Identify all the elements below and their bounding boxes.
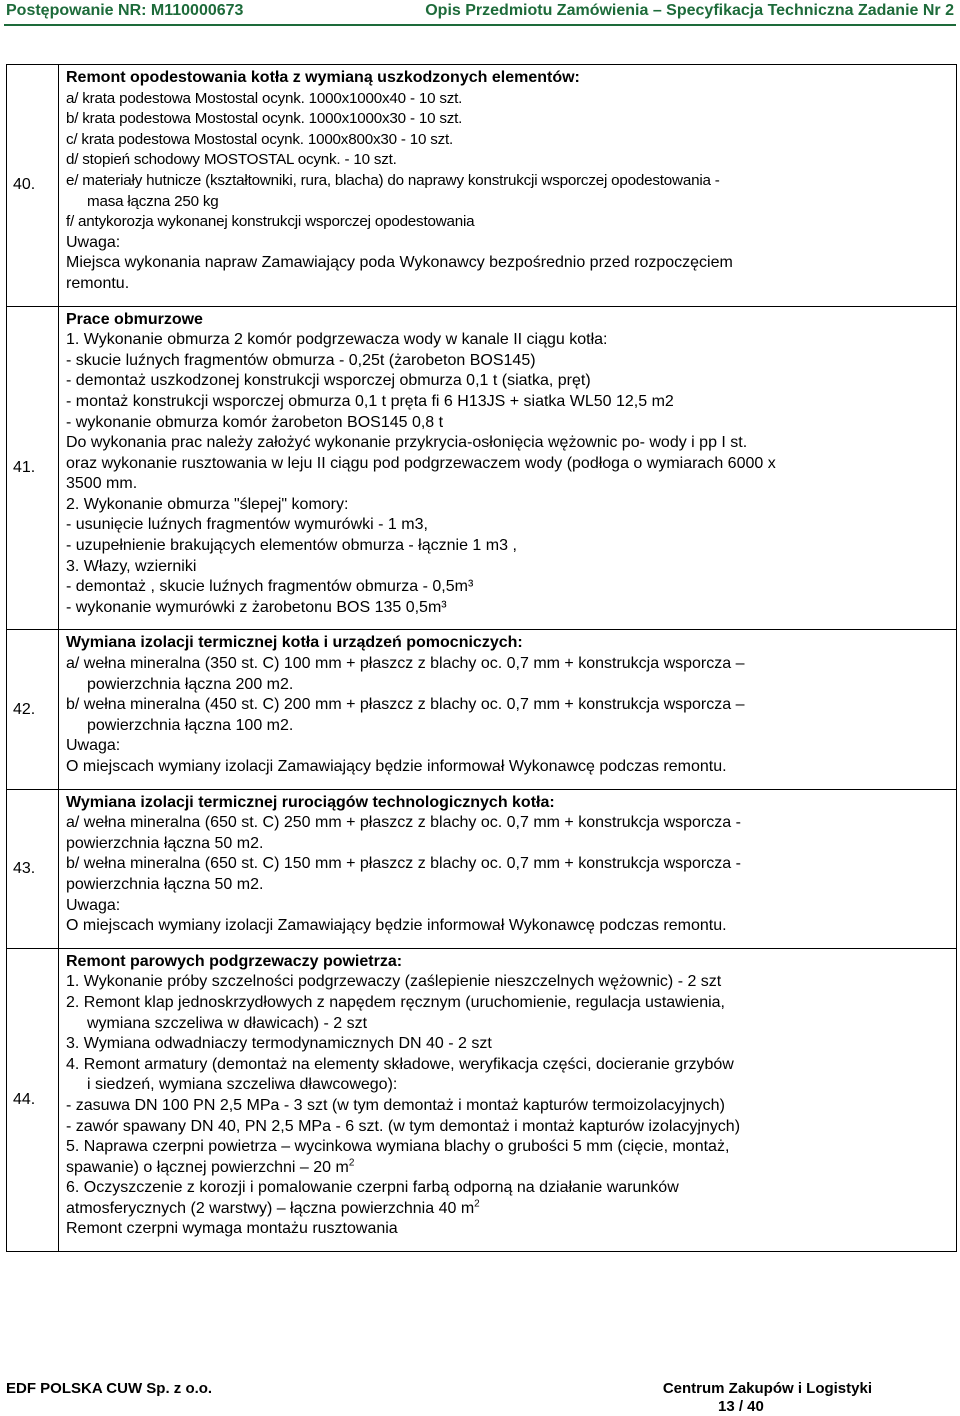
list-item: oraz wykonanie rusztowania w leju II ciągu pod podgrzewaczem wody (podłoga o wymiarach 6000 x bbox=[66, 454, 776, 472]
list-item: 6. Oczyszczenie z korozji i pomalowanie czerpni farbą odporną na działanie warunków bbox=[66, 1179, 679, 1197]
list-item: 3. Włazy, wzierniki bbox=[66, 557, 197, 575]
note-label: Uwaga: bbox=[66, 233, 121, 251]
footer-department: Centrum Zakupów i Logistyki bbox=[662, 1380, 872, 1397]
list-item: - montaż konstrukcji wsporczej obmurza 0,1 t pręta fi 6 H13JS + siatka WL50 12,5 m2 bbox=[66, 392, 674, 410]
table-row bbox=[7, 65, 957, 307]
page-number: 13 / 40 bbox=[718, 1398, 764, 1415]
note-text: O miejscach wymiany izolacji Zamawiający będzie informował Wykonawcę podczas remontu. bbox=[66, 917, 727, 935]
list-item: b/ wełna mineralna (450 st. C) 200 mm + płaszcz z blachy oc. 0,7 mm + konstrukcja wsporcza – bbox=[66, 696, 745, 714]
page-footer bbox=[0, 1376, 960, 1416]
list-item: b/ wełna mineralna (650 st. C) 150 mm + płaszcz z blachy oc. 0,7 mm + konstrukcja wsporcza - bbox=[66, 855, 741, 873]
list-item-text: atmosferycznych (2 warstwy) – łączna powierzchnia 40 m bbox=[66, 1199, 475, 1217]
note-text: remontu. bbox=[66, 274, 130, 292]
list-item: 3500 mm. bbox=[66, 475, 138, 493]
specification-table bbox=[6, 64, 957, 1252]
list-item: - usunięcie luźnych fragmentów wymurówki - 1 m3, bbox=[66, 516, 428, 534]
header-divider bbox=[4, 24, 956, 26]
list-item: f/ antykorozja wykonanej konstrukcji wsporczej opodestowania bbox=[66, 213, 475, 231]
superscript: 2 bbox=[474, 1198, 480, 1210]
list-item: masa łączna 250 kg bbox=[87, 192, 219, 210]
list-item: 3. Wymiana odwadniaczy termodynamicznych DN 40 - 2 szt bbox=[66, 1035, 492, 1053]
table-row bbox=[7, 630, 957, 789]
superscript: 2 bbox=[348, 1157, 355, 1169]
row-number: 43. bbox=[7, 789, 59, 948]
list-item bbox=[66, 1199, 952, 1220]
note-label: Uwaga: bbox=[66, 896, 121, 914]
section-title: Prace obmurzowe bbox=[66, 310, 203, 328]
list-item: e/ materiały hutnicze (kształtowniki, rura, blacha) do naprawy konstrukcji wsporczej opodestowania - bbox=[66, 171, 720, 189]
table-row bbox=[7, 306, 957, 630]
list-item: c/ krata podestowa Mostostal ocynk. 1000x800x30 - 10 szt. bbox=[66, 130, 454, 148]
list-item: - wykonanie obmurza komór żarobeton BOS145 0,8 t bbox=[66, 413, 444, 431]
header-document-title: Opis Przedmiotu Zamówienia – Specyfikacja Techniczna Zadanie Nr 2 bbox=[425, 2, 954, 19]
list-item: i siedzeń, wymiana szczeliwa dławcowego): bbox=[87, 1076, 398, 1094]
note-text: Miejsca wykonania napraw Zamawiający poda Wykonawcy bezpośrednio przed rozpoczęciem bbox=[66, 254, 733, 272]
footer-company: EDF POLSKA CUW Sp. z o.o. bbox=[6, 1380, 213, 1397]
row-content bbox=[59, 306, 957, 630]
row-number: 44. bbox=[7, 948, 59, 1251]
section-title: Remont opodestowania kotła z wymianą uszkodzonych elementów: bbox=[66, 69, 580, 86]
list-item: 1. Wykonanie obmurza 2 komór podgrzewacza wody w kanale II ciągu kotła: bbox=[66, 331, 608, 349]
list-item: - zasuwa DN 100 PN 2,5 MPa - 3 szt (w tym demontaż i montaż kapturów termoizolacyjnych) bbox=[66, 1096, 725, 1114]
list-item-text: spawanie) o łącznej powierzchni – 20 m bbox=[66, 1158, 349, 1176]
list-item bbox=[66, 1158, 952, 1179]
list-item: - demontaż uszkodzonej konstrukcji wsporczej obmurza 0,1 t (siatka, pręt) bbox=[66, 372, 591, 390]
list-item: - zawór spawany DN 40, PN 2,5 MPa - 6 szt. (w tym demontaż i montaż kapturów izolacyjnych) bbox=[66, 1117, 741, 1135]
list-item: Do wykonania prac należy założyć wykonanie przykrycia-osłonięcia wężownic po- wody i pp I st. bbox=[66, 434, 748, 452]
row-content bbox=[59, 630, 957, 789]
list-item: - demontaż , skucie luźnych fragmentów obmurza - 0,5m³ bbox=[66, 578, 474, 596]
list-item: powierzchnia łączna 100 m2. bbox=[87, 716, 294, 734]
list-item: 2. Remont klap jednoskrzydłowych z napędem ręcznym (uruchomienie, regulacja ustawienia, bbox=[66, 993, 725, 1011]
row-number: 42. bbox=[7, 630, 59, 789]
list-item: d/ stopień schodowy MOSTOSTAL ocynk. - 10 szt. bbox=[66, 151, 397, 169]
row-content bbox=[59, 789, 957, 948]
list-item: 4. Remont armatury (demontaż na elementy składowe, weryfikacja części, docieranie grzybów bbox=[66, 1055, 734, 1073]
row-content bbox=[59, 65, 957, 307]
list-item: - uzupełnienie brakujących elementów obmurza - łącznie 1 m3 , bbox=[66, 537, 517, 555]
list-item: a/ wełna mineralna (350 st. C) 100 mm + płaszcz z blachy oc. 0,7 mm + konstrukcja wsporcza – bbox=[66, 655, 745, 673]
list-item: 2. Wykonanie obmurza "ślepej" komory: bbox=[66, 495, 349, 513]
note-label: Uwaga: bbox=[66, 737, 121, 755]
section-title: Wymiana izolacji termicznej kotła i urządzeń pomocniczych: bbox=[66, 634, 523, 652]
row-number: 40. bbox=[7, 65, 59, 307]
row-content bbox=[59, 948, 957, 1251]
list-item: Remont czerpni wymaga montażu rusztowania bbox=[66, 1220, 398, 1238]
list-item: powierzchnia łączna 50 m2. bbox=[66, 875, 264, 893]
table-row bbox=[7, 789, 957, 948]
list-item: a/ wełna mineralna (650 st. C) 250 mm + płaszcz z blachy oc. 0,7 mm + konstrukcja wsporcza - bbox=[66, 814, 741, 832]
page-header bbox=[0, 0, 960, 28]
list-item: - skucie luźnych fragmentów obmurza - 0,25t (żarobeton BOS145) bbox=[66, 351, 536, 369]
list-item: - wykonanie wymurówki z żarobetonu BOS 135 0,5m³ bbox=[66, 598, 447, 616]
table-row bbox=[7, 948, 957, 1251]
list-item: powierzchnia łączna 50 m2. bbox=[66, 834, 264, 852]
list-item: b/ krata podestowa Mostostal ocynk. 1000x1000x30 - 10 szt. bbox=[66, 110, 463, 128]
list-item: powierzchnia łączna 200 m2. bbox=[87, 675, 294, 693]
section-title: Wymiana izolacji termicznej rurociągów technologicznych kotła: bbox=[66, 793, 555, 811]
list-item: 5. Naprawa czerpni powietrza – wycinkowa wymiana blachy o grubości 5 mm (cięcie, montaż, bbox=[66, 1138, 730, 1156]
row-number: 41. bbox=[7, 306, 59, 630]
header-procedure-number: Postępowanie NR: M110000673 bbox=[6, 2, 244, 19]
list-item: 1. Wykonanie próby szczelności podgrzewaczy (zaślepienie nieszczelnych wężownic) - 2 szt bbox=[66, 973, 722, 991]
list-item: wymiana szczeliwa w dławicach) - 2 szt bbox=[87, 1014, 368, 1032]
section-title: Remont parowych podgrzewaczy powietrza: bbox=[66, 952, 403, 970]
list-item: a/ krata podestowa Mostostal ocynk. 1000x1000x40 - 10 szt. bbox=[66, 89, 463, 107]
note-text: O miejscach wymiany izolacji Zamawiający będzie informował Wykonawcę podczas remontu. bbox=[66, 758, 727, 775]
